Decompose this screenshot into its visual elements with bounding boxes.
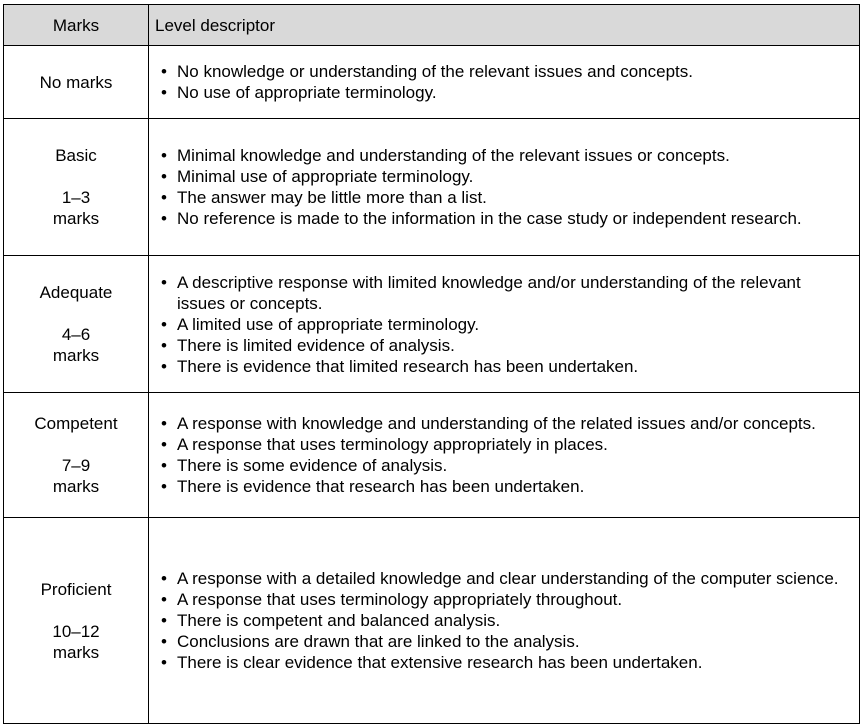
descriptor-item: • There is some evidence of analysis.: [177, 455, 851, 476]
marks-cell: [4, 518, 149, 724]
descriptor-item: • There is limited evidence of analysis.: [177, 335, 851, 356]
level-name: No marks: [39, 72, 113, 92]
level-descriptor-table: [3, 4, 860, 724]
descriptor-item: • Conclusions are drawn that are linked to the analysis.: [177, 631, 851, 652]
level-name: Basic: [55, 146, 97, 165]
descriptor-item: • No use of appropriate terminology.: [177, 82, 851, 103]
descriptor-item: • A response that uses terminology appropriately in places.: [177, 434, 851, 455]
level-name: Competent: [34, 414, 118, 433]
descriptor-item: • There is competent and balanced analysis.: [177, 610, 851, 631]
descriptor-item: • There is evidence that limited research has been undertaken.: [177, 356, 851, 377]
row-adequate: [4, 256, 860, 393]
descriptor-list: [157, 145, 851, 229]
descriptor-item: • There is evidence that research has been undertaken.: [177, 476, 851, 497]
descriptor-item: • A descriptive response with limited knowledge and/or understanding of the relevant issues or concepts.: [177, 272, 851, 314]
header-level-descriptor: Level descriptor: [149, 5, 860, 46]
marks-cell: [4, 119, 149, 256]
descriptor-cell: [149, 393, 860, 518]
descriptor-list: [157, 61, 851, 103]
level-name: Proficient: [40, 579, 112, 599]
descriptor-item: • There is clear evidence that extensive research has been undertaken.: [177, 652, 851, 673]
descriptor-item: • Minimal use of appropriate terminology.: [177, 166, 851, 187]
descriptor-item: • A limited use of appropriate terminology.: [177, 314, 851, 335]
row-no-marks: [4, 46, 860, 119]
mark-range-text: 7–9 marks: [52, 456, 100, 496]
mark-range: [4, 455, 148, 497]
mark-range: [4, 324, 148, 366]
descriptor-item: • The answer may be little more than a list.: [177, 187, 851, 208]
mark-range: [4, 187, 148, 229]
mark-range-text: 4–6 marks: [52, 325, 100, 365]
row-competent: [4, 393, 860, 518]
marks-cell: [4, 256, 149, 393]
descriptor-item: • No knowledge or understanding of the relevant issues and concepts.: [177, 61, 851, 82]
descriptor-list: [157, 568, 851, 673]
descriptor-list: [157, 413, 851, 497]
descriptor-item: • Minimal knowledge and understanding of the relevant issues or concepts.: [177, 145, 851, 166]
level-name: Adequate: [39, 283, 113, 302]
descriptor-list: [157, 272, 851, 377]
row-basic: [4, 119, 860, 256]
mark-range-text: 10–12 marks: [52, 621, 100, 662]
descriptor-cell: [149, 256, 860, 393]
descriptor-cell: [149, 46, 860, 119]
descriptor-item: • A response with a detailed knowledge and clear understanding of the computer science.: [177, 568, 851, 589]
mark-range-text: 1–3 marks: [52, 188, 100, 228]
descriptor-cell: [149, 518, 860, 724]
marks-cell: [4, 393, 149, 518]
marks-cell: [4, 46, 149, 119]
header-marks: Marks: [4, 5, 149, 46]
descriptor-item: • A response that uses terminology appropriately throughout.: [177, 589, 851, 610]
descriptor-cell: [149, 119, 860, 256]
header-row: [4, 5, 860, 46]
mark-range: [4, 621, 148, 663]
descriptor-item: • No reference is made to the information in the case study or independent research.: [177, 208, 851, 229]
descriptor-item: • A response with knowledge and understanding of the related issues and/or concepts.: [177, 413, 851, 434]
row-proficient: [4, 518, 860, 724]
